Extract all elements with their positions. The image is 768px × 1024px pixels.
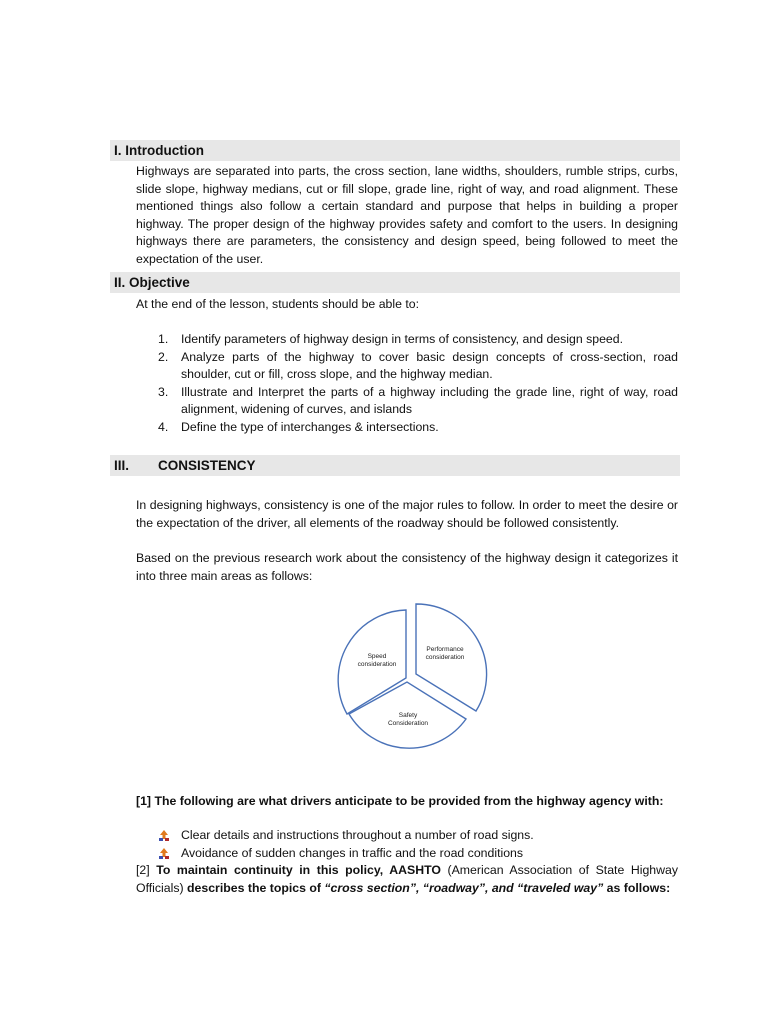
list-marker: 1. bbox=[158, 332, 169, 346]
performance-label-line1: Performance bbox=[426, 646, 464, 653]
list-marker: 3. bbox=[158, 384, 169, 399]
list-item bbox=[136, 384, 678, 419]
point-2-bold-3: as follows: bbox=[606, 880, 671, 895]
list-marker: 2. bbox=[158, 349, 169, 364]
list-item bbox=[136, 331, 678, 349]
consistency-paragraph-1: In designing highways, consistency is one of the major rules to follow. In order to meet the desire or the expectation of the driver, all elements of the roadway should be followed consistently. bbox=[136, 498, 678, 530]
point-1-heading: [1] The following are what drivers anticipate to be provided from the highway agency with: bbox=[136, 794, 664, 808]
section-number: III. bbox=[114, 458, 130, 473]
section-title: CONSISTENCY bbox=[158, 458, 256, 473]
point-2-prefix: [2] bbox=[136, 863, 150, 877]
point-1-bullets bbox=[136, 826, 678, 862]
consistency-paragraph-2: Based on the previous research work about the consistency of the highway design it categorizes it into three main areas as follows: bbox=[136, 551, 678, 583]
introduction-paragraph: Highways are separated into parts, the cross section, lane widths, shoulders, rumble strips, curbs, slide slope, highway medians, cut or fill slope, grade line, right of way, and road alignment. These mentioned things also follow a certain standard and purpose that helps in building a proper highway. The proper design of the highway provides safety and comfort to the users. In designing highways there are parameters, the consistency and design speed, being followed to meet the expectation of the user. bbox=[136, 164, 678, 266]
list-item-text: Define the type of interchanges & intersections. bbox=[181, 419, 439, 434]
objective-list bbox=[136, 331, 678, 436]
objective-heading: II. Objective bbox=[110, 272, 680, 293]
introduction-heading: I. Introduction bbox=[110, 140, 680, 161]
list-item bbox=[136, 844, 678, 862]
consistency-heading bbox=[110, 455, 680, 476]
objective-lead: At the end of the lesson, students should be able to: bbox=[136, 297, 420, 311]
point-2-bold-2: describes the topics of bbox=[187, 880, 321, 895]
list-item bbox=[136, 349, 678, 384]
list-item-text: Identify parameters of highway design in terms of consistency, and design speed. bbox=[181, 332, 624, 346]
bullet-arrow-icon bbox=[158, 829, 170, 841]
bullet-text: Avoidance of sudden changes in traffic and the road conditions bbox=[181, 846, 524, 860]
point-2-paragraph bbox=[136, 862, 678, 897]
speed-label-line1: Speed bbox=[367, 653, 387, 660]
bullet-arrow-icon bbox=[158, 847, 170, 859]
point-2-bold-1: To maintain continuity in this policy, AASHTO bbox=[156, 863, 441, 877]
bullet-text: Clear details and instructions throughout a number of road signs. bbox=[181, 828, 534, 842]
list-item bbox=[136, 826, 678, 844]
point-2-italic: “cross section”, “roadway”, and “traveled way” bbox=[324, 880, 604, 895]
point-2-normal-1: (American Association of State Highway Officials) bbox=[136, 863, 679, 895]
list-item-text: Analyze parts of the highway to cover basic design concepts of cross-section, road shoulder, cut or fill, cross slope, and the highway median. bbox=[181, 349, 678, 381]
speed-label-line2: consideration bbox=[357, 661, 397, 668]
performance-label-line2: consideration bbox=[425, 654, 465, 661]
consistency-diagram bbox=[330, 598, 492, 758]
safety-label-line2: Consideration bbox=[387, 720, 429, 727]
list-item-text: Illustrate and Interpret the parts of a highway including the grade line, right of way, road alignment, widening of curves, and islands bbox=[181, 384, 678, 416]
safety-label-line1: Safety bbox=[398, 712, 418, 719]
list-item bbox=[136, 419, 678, 437]
list-marker: 4. bbox=[158, 419, 169, 434]
